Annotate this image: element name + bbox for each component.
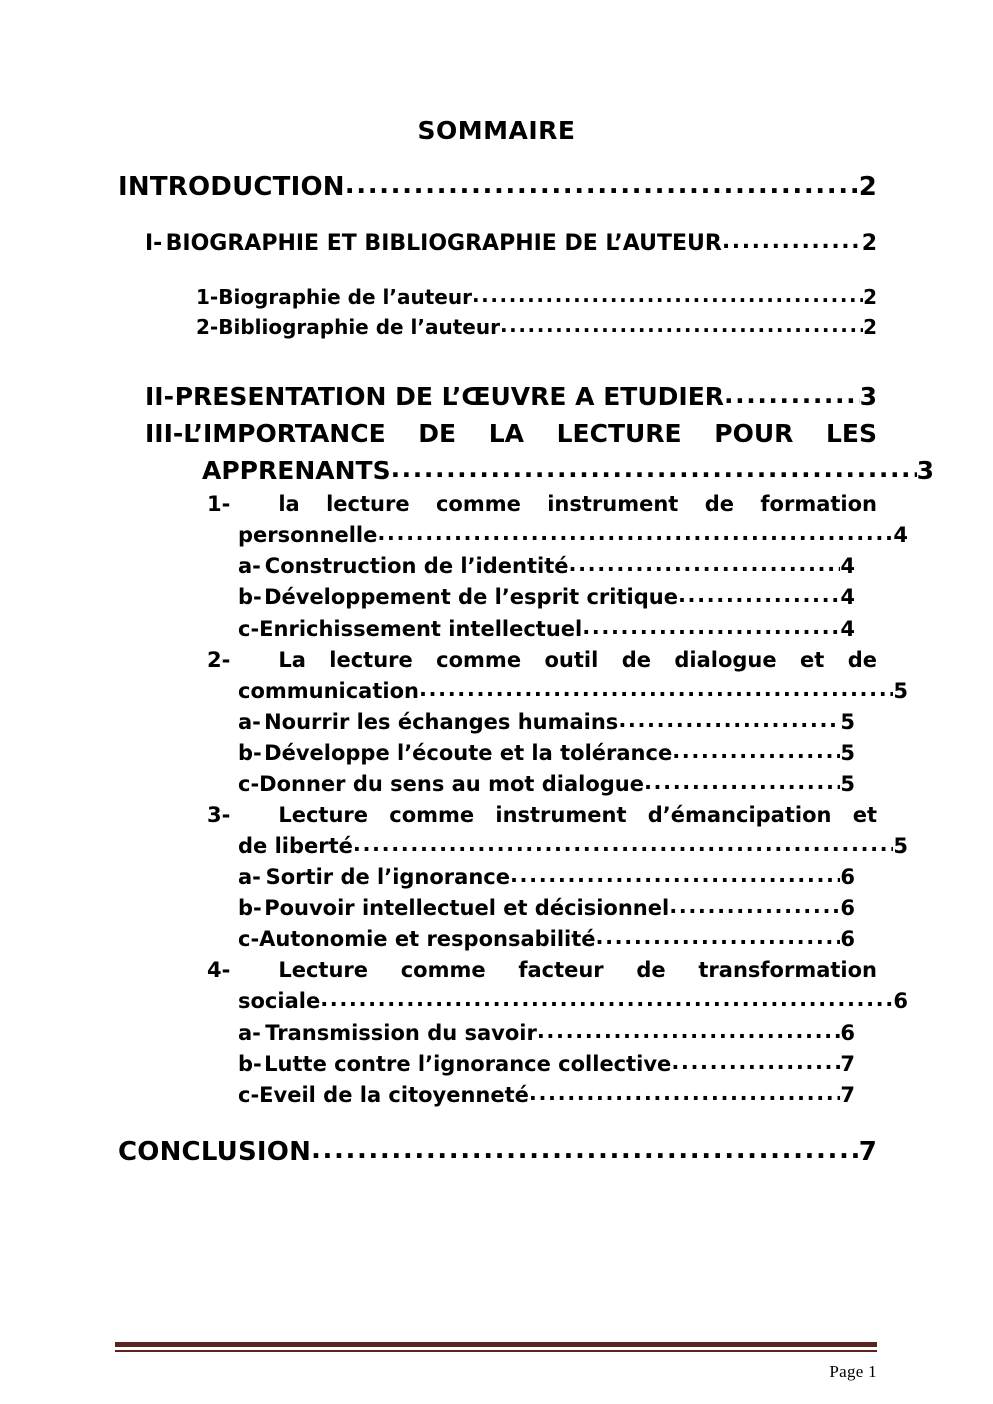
toc-entry-iii-1[interactable] [207, 489, 908, 551]
toc-label-iii-1-a: Construction de l’identité [264, 554, 569, 579]
dot-leader [353, 829, 893, 860]
dot-leader [644, 767, 840, 798]
dot-leader [391, 450, 917, 487]
toc-label-iii-3-c: Autonomie et responsabilité [259, 927, 596, 952]
toc-entry-i-1[interactable] [196, 283, 877, 313]
toc-entry-iii-1-a[interactable] [238, 551, 855, 582]
toc-label-iii-3-a: Sortir de l’ignorance [265, 865, 510, 890]
dot-leader [377, 518, 893, 549]
toc-number-iii-4-b: b- [238, 1051, 262, 1076]
toc-page-iii-3-c: 6 [840, 927, 855, 952]
toc-number-i-2: 2- [196, 314, 219, 339]
indent-spacer [230, 645, 278, 676]
toc-number-iii-4-c: c- [238, 1082, 260, 1107]
toc-label-iii-4-b: Lutte contre l’ignorance collective [264, 1051, 672, 1076]
toc-number-iii-2-b: b- [238, 740, 262, 765]
toc-label-iii-3-line2: de liberté [238, 834, 353, 859]
toc-label-iii-1-c: Enrichissement intellectuel [259, 616, 583, 641]
dot-leader [582, 612, 840, 643]
toc-label-section-i: BIOGRAPHIE ET BIBLIOGRAPHIE DE L’AUTEUR [165, 231, 722, 257]
dot-leader [510, 860, 840, 891]
indent-spacer [230, 955, 278, 986]
toc-label-iii-2-c: Donner du sens au mot dialogue [259, 771, 644, 796]
toc-entry-iii-2[interactable] [207, 645, 908, 707]
toc-label-iii-4-line1: Lecture comme facteur de transformation [278, 958, 877, 983]
toc-number-section-i: I- [145, 231, 163, 257]
toc-label-iii-2-line2: communication [238, 678, 419, 703]
toc-page-section-iii: 3 [916, 456, 934, 486]
dot-leader [672, 736, 840, 767]
page-footer [115, 1342, 877, 1382]
toc-page-iii-2-c: 5 [840, 771, 855, 796]
toc-page-iii-3-b: 6 [840, 896, 855, 921]
toc-page-iii-2: 5 [893, 678, 908, 703]
toc-entry-iii-3[interactable] [207, 800, 908, 862]
toc-entry-conclusion[interactable] [118, 1133, 877, 1171]
toc-label-iii-3-b: Pouvoir intellectuel et décisionnel [264, 896, 670, 921]
toc-number-iii-1: 1- [207, 492, 231, 517]
toc-page-i-2: 2 [863, 314, 877, 339]
toc-number-iii-3: 3- [207, 802, 231, 827]
toc-entry-iii-4-c[interactable] [238, 1080, 855, 1111]
toc-entry-section-ii[interactable] [145, 378, 877, 415]
dot-leader [569, 549, 841, 580]
toc-label-iii-4-c: Eveil de la citoyenneté [259, 1082, 529, 1107]
table-of-contents [0, 168, 993, 1171]
dot-leader [419, 674, 893, 705]
dot-leader [669, 891, 840, 922]
toc-label-section-ii: PRESENTATION DE L’ŒUVRE A ETUDIER [174, 382, 725, 412]
toc-label-iii-1-line2: personnelle [238, 523, 378, 548]
toc-entry-iii-3-c[interactable] [238, 924, 855, 955]
toc-page-section-i: 2 [861, 231, 877, 257]
toc-entry-iii-3-a[interactable] [238, 862, 855, 893]
dot-leader [722, 226, 862, 259]
dot-leader [596, 922, 841, 953]
toc-number-iii-3-a: a- [238, 865, 261, 890]
toc-number-iii-3-b: b- [238, 896, 262, 921]
indent-spacer [230, 489, 278, 520]
toc-label-iii-2-line1: La lecture comme outil de dialogue et de [278, 647, 877, 672]
toc-page-conclusion: 7 [858, 1136, 877, 1167]
toc-entry-iii-4-b[interactable] [238, 1049, 855, 1080]
toc-entry-section-i[interactable] [145, 228, 877, 261]
indent-spacer [230, 800, 278, 831]
toc-entry-iii-2-a[interactable] [238, 707, 855, 738]
toc-number-section-ii: II- [145, 382, 174, 412]
toc-entry-iii-1-b[interactable] [238, 582, 855, 613]
toc-page-iii-4-a: 6 [840, 1020, 855, 1045]
toc-number-iii-4: 4- [207, 958, 231, 983]
footer-page-number: Page 1 [829, 1362, 877, 1381]
dot-leader [537, 1016, 841, 1047]
toc-page-iii-4-c: 7 [840, 1082, 855, 1107]
toc-label-conclusion: CONCLUSION [118, 1136, 312, 1167]
toc-entry-iii-4-a[interactable] [238, 1018, 855, 1049]
dot-leader [618, 705, 840, 736]
toc-label-introduction: INTRODUCTION [118, 172, 345, 202]
dot-leader [724, 376, 860, 413]
toc-entry-iii-1-c[interactable] [238, 614, 855, 645]
toc-entry-i-2[interactable] [196, 313, 877, 343]
toc-number-iii-1-b: b- [238, 585, 262, 610]
toc-entry-introduction[interactable] [118, 168, 877, 206]
dot-leader [678, 580, 840, 611]
toc-page-iii-3-a: 6 [840, 865, 855, 890]
dot-leader [529, 1078, 840, 1109]
toc-label-iii-4-a: Transmission du savoir [265, 1020, 537, 1045]
toc-number-iii-4-a: a- [238, 1020, 261, 1045]
toc-number-iii-2: 2- [207, 647, 231, 672]
toc-label-iii-2-b: Développe l’écoute et la tolérance [264, 740, 673, 765]
toc-page-iii-1-c: 4 [840, 616, 855, 641]
toc-page-iii-4-b: 7 [840, 1051, 855, 1076]
toc-page-iii-3: 5 [893, 834, 908, 859]
toc-number-iii-2-a: a- [238, 709, 261, 734]
toc-entry-iii-4[interactable] [207, 955, 908, 1017]
dot-leader [311, 1131, 859, 1169]
toc-entry-iii-3-b[interactable] [238, 893, 855, 924]
toc-page-introduction: 2 [858, 172, 877, 202]
page-title: SOMMAIRE [417, 116, 576, 145]
toc-number-iii-3-c: c- [238, 927, 260, 952]
toc-page-i-1: 2 [863, 285, 877, 310]
toc-label-iii-4-line2: sociale [238, 989, 321, 1014]
toc-page-iii-2-a: 5 [840, 709, 855, 734]
dot-leader [671, 1047, 840, 1078]
toc-page-iii-1: 4 [893, 523, 908, 548]
toc-page-iii-4: 6 [893, 989, 908, 1014]
toc-page-section-ii: 3 [859, 382, 877, 412]
toc-label-section-iii-line1: L’IMPORTANCE DE LA LECTURE POUR LES [183, 419, 877, 449]
toc-number-iii-2-c: c- [238, 771, 260, 796]
toc-entry-iii-2-b[interactable] [238, 738, 855, 769]
dot-leader [320, 984, 893, 1015]
toc-label-iii-2-a: Nourrir les échanges humains [264, 709, 619, 734]
toc-label-i-1: Biographie de l’auteur [218, 285, 472, 310]
toc-entry-iii-2-c[interactable] [238, 769, 855, 800]
toc-entry-section-iii[interactable] [145, 415, 934, 489]
toc-number-section-iii: III- [145, 419, 184, 449]
toc-page-iii-1-b: 4 [840, 585, 855, 610]
toc-label-iii-1-b: Développement de l’esprit critique [264, 585, 678, 610]
toc-number-i-1: 1- [196, 285, 219, 310]
toc-label-i-2: Bibliographie de l’auteur [218, 314, 500, 339]
toc-number-iii-1-c: c- [238, 616, 260, 641]
dot-leader [472, 281, 863, 311]
toc-page-iii-1-a: 4 [840, 554, 855, 579]
toc-label-iii-1-line1: la lecture comme instrument de formation [278, 492, 877, 517]
toc-label-iii-3-line1: Lecture comme instrument d’émancipation et [278, 802, 877, 827]
toc-number-iii-1-a: a- [238, 554, 261, 579]
toc-page-iii-2-b: 5 [840, 740, 855, 765]
toc-label-section-iii-line2: APPRENANTS [202, 456, 391, 486]
footer-rule-thin [115, 1350, 877, 1352]
dot-leader [345, 166, 859, 204]
dot-leader [500, 311, 863, 341]
